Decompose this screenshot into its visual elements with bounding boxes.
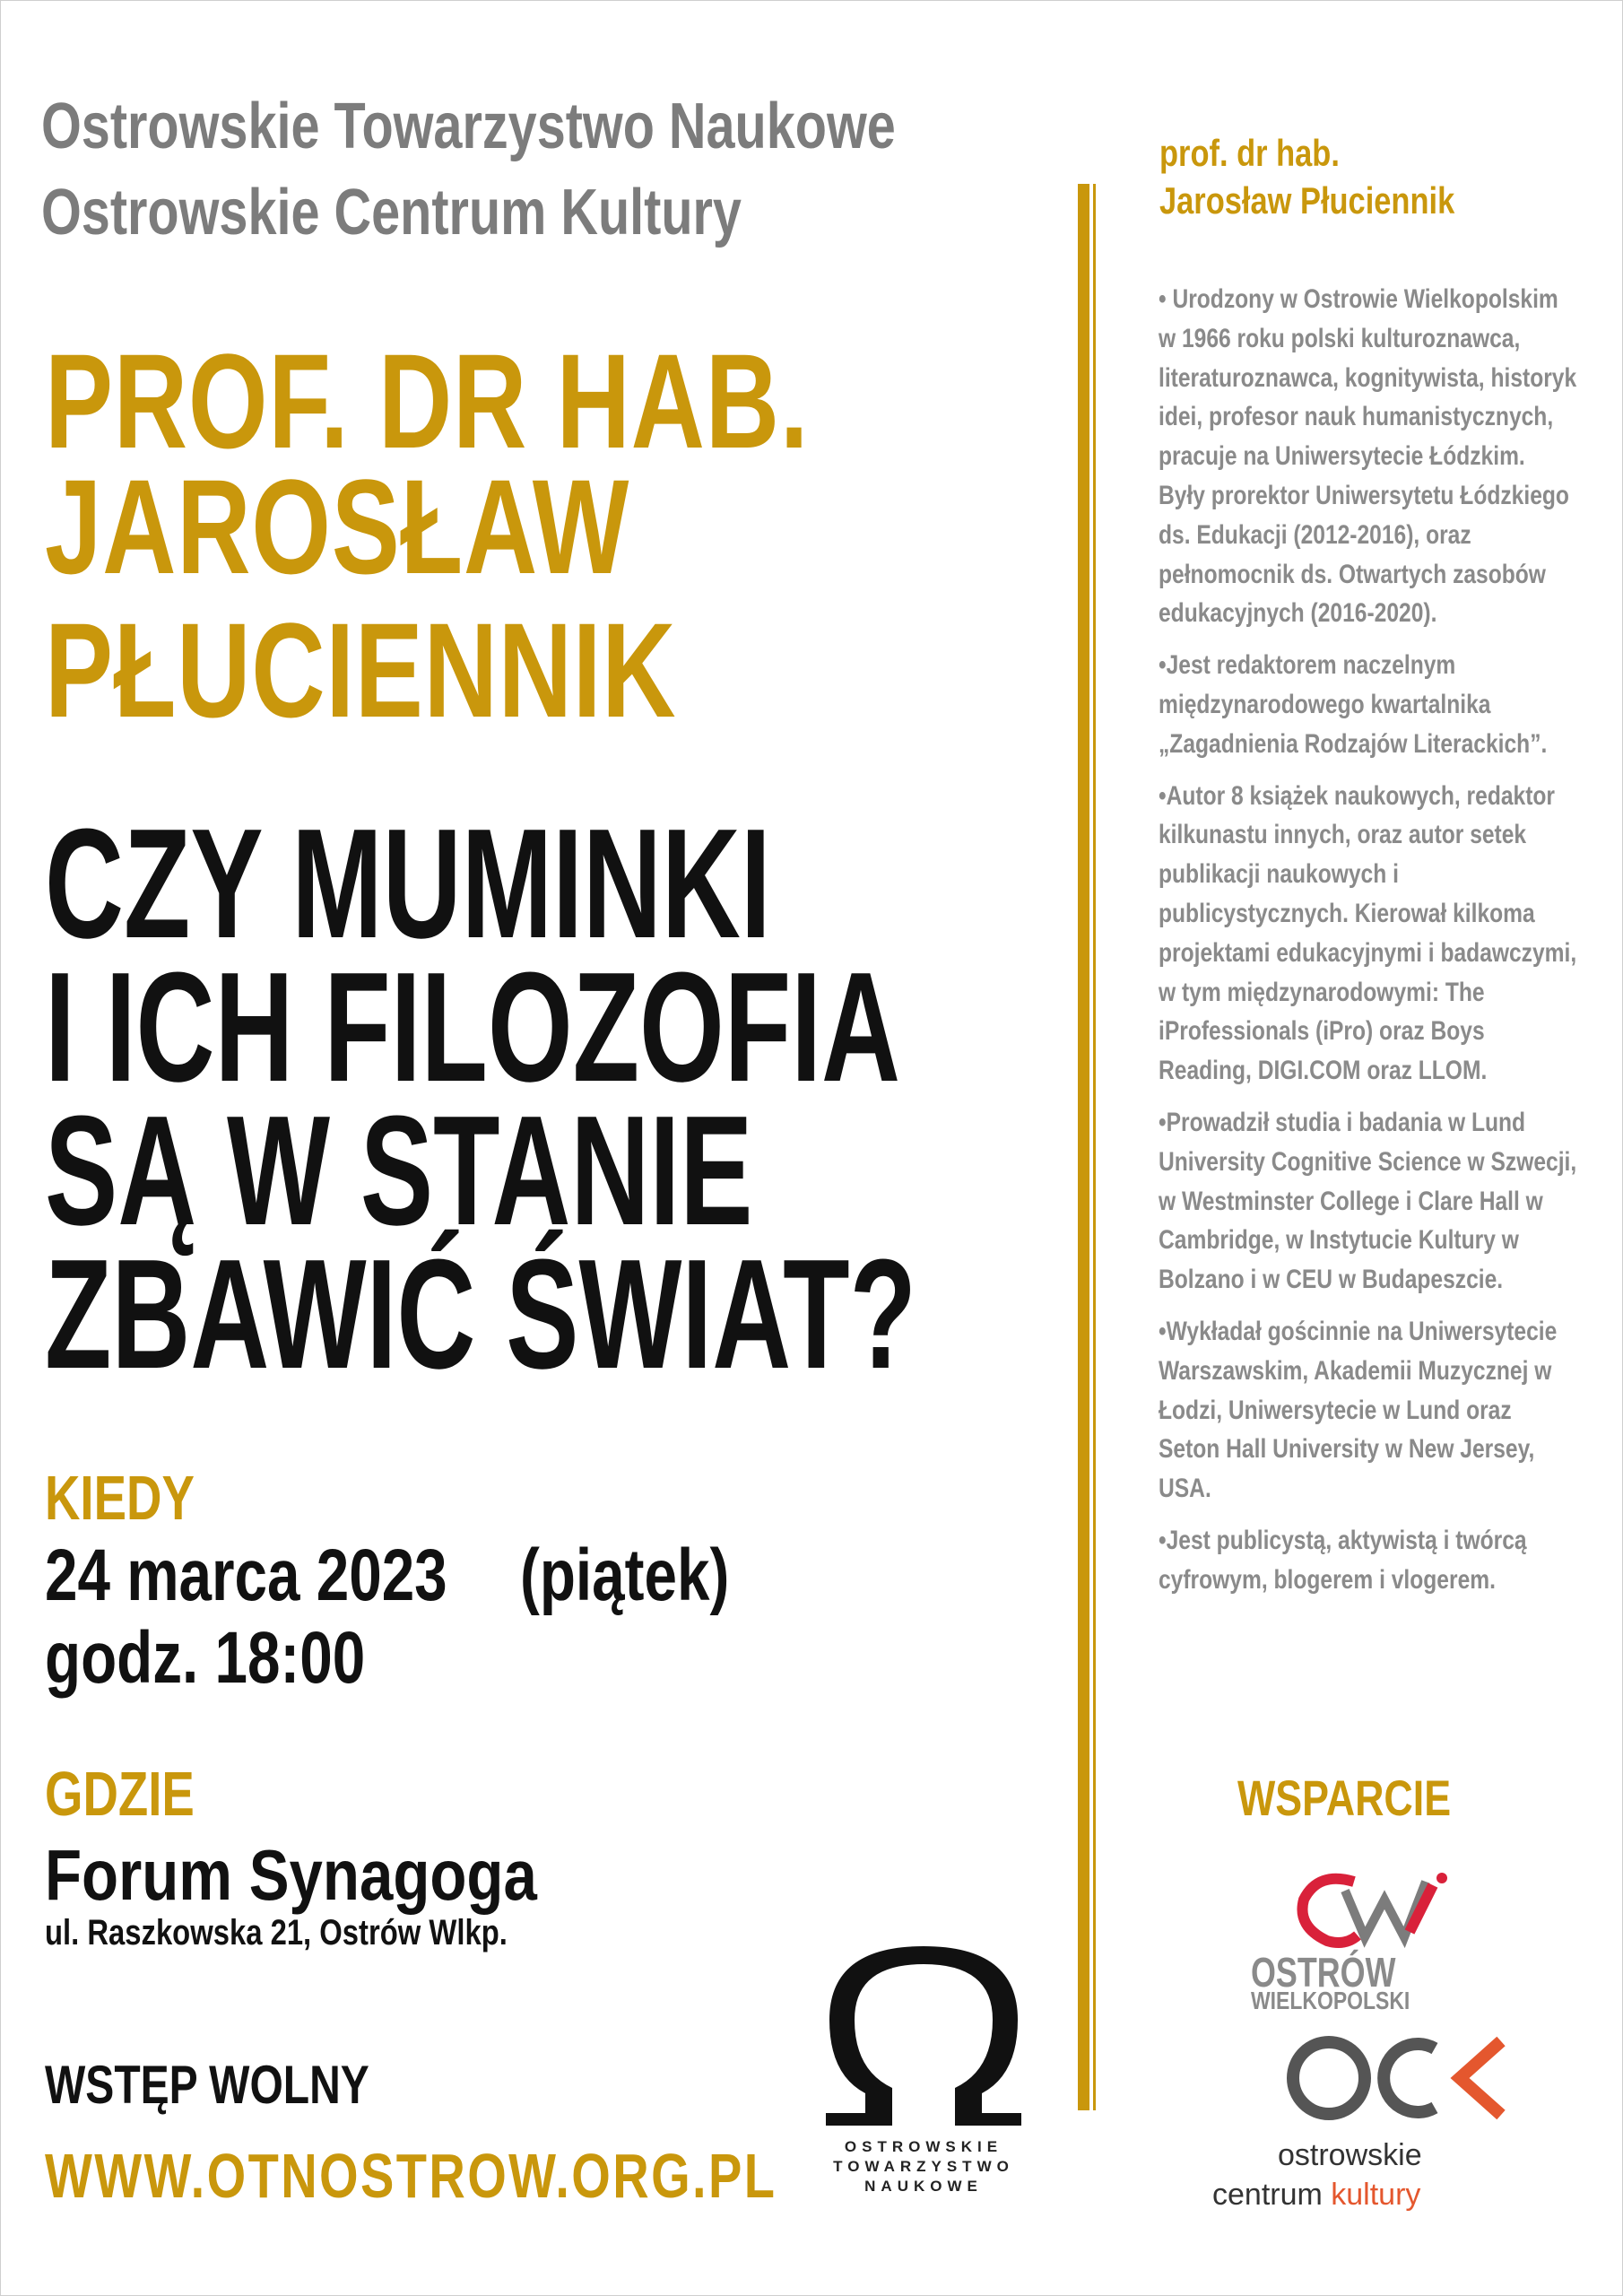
support-label: WSPARCIE <box>1237 1770 1452 1826</box>
when-label: KIEDY <box>45 1463 195 1533</box>
speaker-last-name: PŁUCIENNIK <box>45 595 677 745</box>
bio-paragraph-4: •Prowadził studia i badania w Lund University Cognitive Science w Szwecji, w Westminster College i Clare Hall w Cambridge, w Instytucie Kultury w Bolzano i w CEU w Budapeszcie. <box>1159 1107 1577 1295</box>
sidebar-speaker-title: prof. dr hab. <box>1159 132 1340 174</box>
organizer-line-1: Ostrowskie Towarzystwo Naukowe <box>41 91 896 162</box>
bio-paragraph-1: • Urodzony w Ostrowie Wielkopolskim w 1966 roku polski kulturoznawca, literaturoznawca, kognitywista, historyk idei, profesor nauk humanistycznych, pracuje na Uniwersytecie Łódzkim. Były prorektor Uniwersytetu Łódzkiego ds. Edukacji (2012-2016), oraz pełnomocnik ds. Otwartych zasobów edukacyjnych (2016-2020). <box>1159 284 1577 629</box>
ock-logo-line-2 <box>1212 2178 1420 2213</box>
divider-line-thick <box>1078 184 1089 2110</box>
otn-logo-line-1: OSTROWSKIE <box>844 2138 1003 2155</box>
lecture-title-line-2: I ICH FILOZOFIA <box>45 939 901 1114</box>
bio-paragraph-2: •Jest redaktorem naczelnym międzynarodowego kwartalnika „Zagadnienia Rodzajów Literackich”. <box>1159 650 1548 759</box>
free-entry-note: WSTĘP WOLNY <box>45 2055 369 2115</box>
bio-paragraph-5: •Wykładał gościnnie na Uniwersytecie Warszawskim, Akademii Muzycznej w Łodzi, Uniwersytecie w Lund oraz Seton Hall University w New Jersey, USA. <box>1159 1316 1558 1504</box>
bio-paragraph-3: •Autor 8 książek naukowych, redaktor kilkunastu innych, oraz autor setek publikacji naukowych i publicystycznych. Kierował kilkoma projektami edukacyjnymi i badawczymi, w tym międzynarodowymi: The iProfessionals (iPro) oraz Boys Reading, DIGI.COM oraz LLOM. <box>1159 780 1577 1086</box>
lecture-title-line-4: ZBAWIĆ ŚWIAT? <box>45 1226 916 1401</box>
event-time: godz. 18:00 <box>45 1617 366 1699</box>
ostrow-logo-line-1: OSTRÓW <box>1251 1949 1396 1996</box>
ock-logo-line-1: ostrowskie <box>1278 2138 1422 2172</box>
sidebar-speaker-name: Jarosław Płuciennik <box>1159 179 1455 222</box>
bio-paragraph-6: •Jest publicystą, aktywistą i twórcą cyfrowym, blogerem i vlogerem. <box>1159 1525 1527 1595</box>
ock-logo-icon <box>1282 2029 1515 2127</box>
omega-icon <box>803 1926 1045 2135</box>
otn-logo-line-2: TOWARZYSTWO <box>833 2158 1014 2175</box>
lecture-title-line-1: CZY MUMINKI <box>45 796 771 970</box>
ock-logo-word-kultury: kultury <box>1331 2178 1421 2212</box>
organizer-line-2: Ostrowskie Centrum Kultury <box>41 177 742 248</box>
divider-line-thin <box>1093 184 1096 2110</box>
event-weekday: (piątek) <box>520 1535 730 1616</box>
speaker-bio <box>1159 280 1577 1613</box>
where-label: GDZIE <box>45 1759 195 1829</box>
otn-logo-line-3: NAUKOWE <box>864 2178 983 2195</box>
event-date: 24 marca 2023 <box>45 1535 447 1616</box>
venue-name: Forum Synagoga <box>45 1835 537 1915</box>
otn-omega-logo <box>803 1926 1045 2139</box>
ostrow-logo-icon <box>1291 1864 1453 1953</box>
speaker-title: PROF. DR HAB. <box>45 326 810 476</box>
venue-address: ul. Raszkowska 21, Ostrów Wlkp. <box>45 1913 508 1952</box>
ock-logo-word-centrum: centrum <box>1212 2178 1332 2212</box>
speaker-first-name: JAROSŁAW <box>45 451 630 602</box>
website-link[interactable]: WWW.OTNOSTROW.ORG.PL <box>45 2141 777 2211</box>
ostrow-logo-line-2: WIELKOPOLSKI <box>1251 1987 1410 2014</box>
lecture-title-line-3: SĄ W STANIE <box>45 1083 753 1257</box>
